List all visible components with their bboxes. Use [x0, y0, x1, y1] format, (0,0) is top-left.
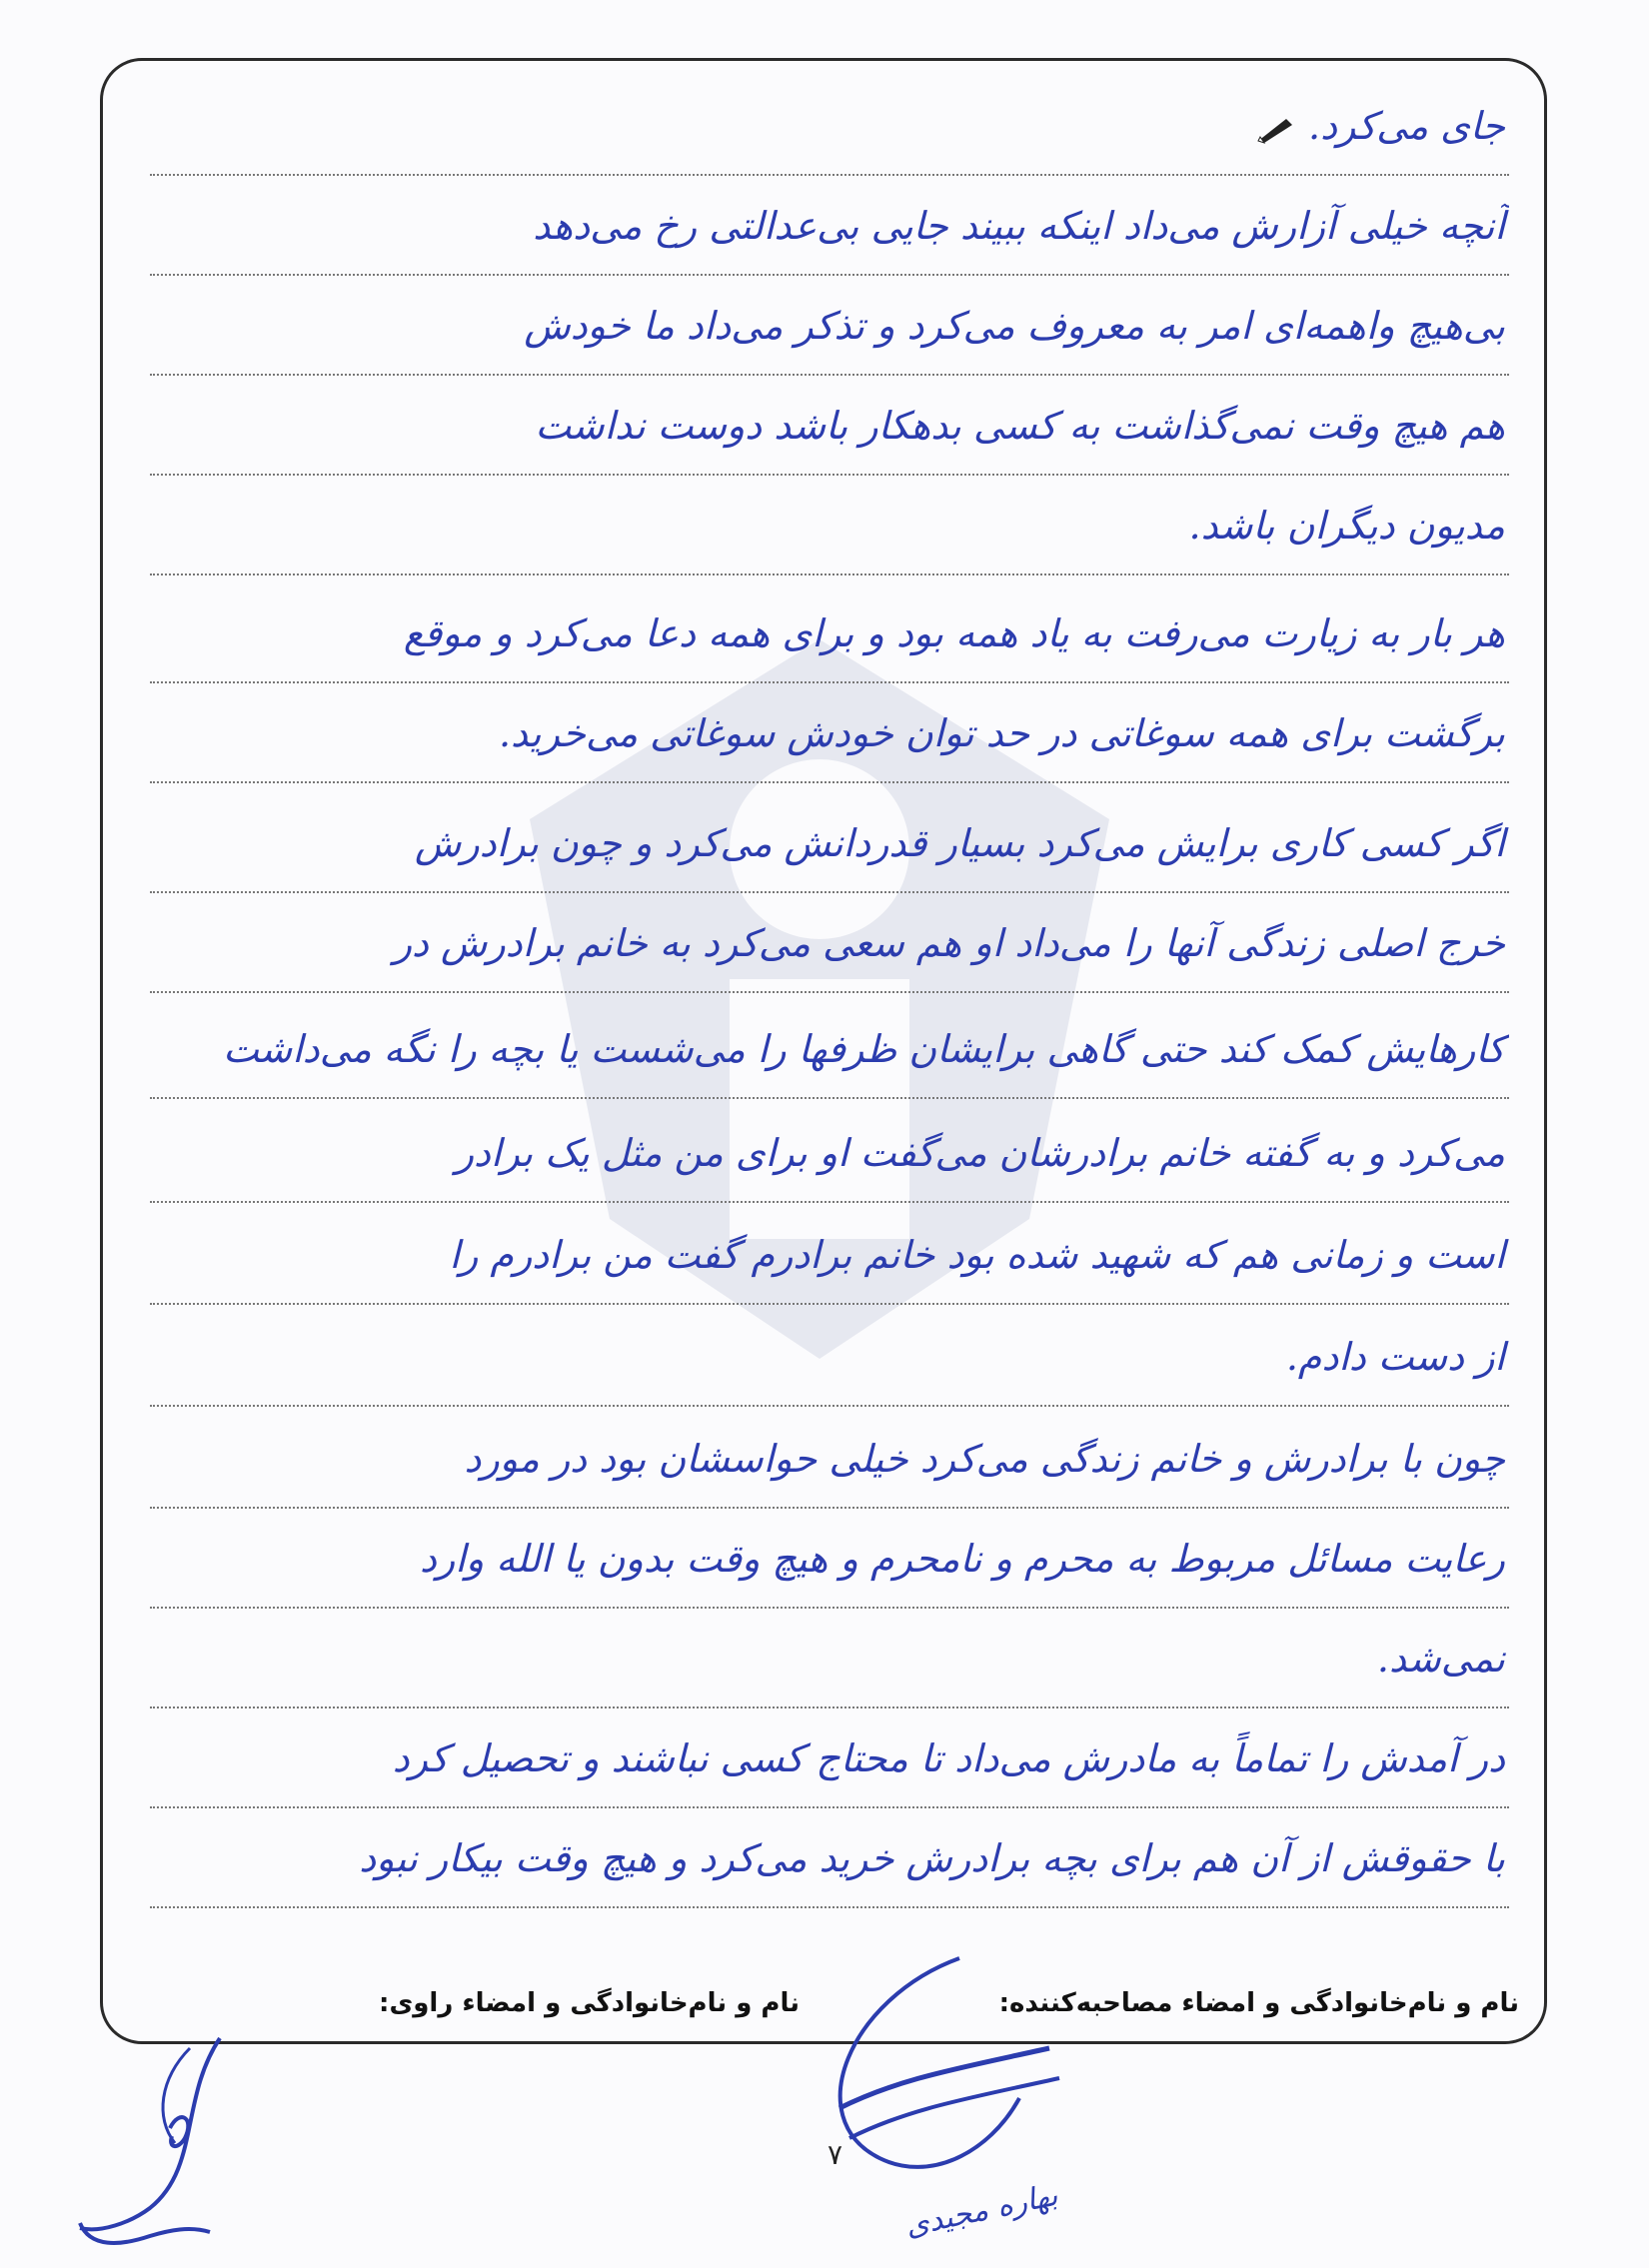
line-text: رعایت مسائل مربوط به محرم و نامحرم و هیچ وقت بدون یا الله وارد: [419, 1537, 1505, 1581]
line-text: هر بار به زیارت می‌رفت به یاد همه بود و برای همه دعا می‌کرد و موقع: [403, 611, 1505, 655]
text-line-1: [150, 96, 1509, 176]
text-line-13: [150, 1327, 1509, 1407]
line-text: آنچه خیلی آزارش می‌داد اینکه ببیند جایی بی‌عدالتی رخ می‌دهد: [533, 204, 1505, 248]
line-text: مدیون دیگران باشد.: [1188, 504, 1505, 548]
line-text: از دست دادم.: [1285, 1335, 1505, 1379]
line-text: می‌کرد و به گفته خانم برادرشان می‌گفت او برای من مثل یک برادر: [455, 1131, 1505, 1175]
text-line-11: [150, 1123, 1509, 1203]
narrator-signature-label: نام و نام‌خانوادگی و امضاء راوی:: [379, 1988, 800, 2018]
text-line-17: [150, 1728, 1509, 1808]
text-line-3: [150, 296, 1509, 376]
line-text: با حقوقش از آن هم برای بچه برادرش خرید می‌کرد و هیچ وقت بیکار نبود: [359, 1836, 1505, 1880]
text-line-8: [150, 813, 1509, 893]
text-line-16: [150, 1629, 1509, 1708]
line-text: بی‌هیچ واهمه‌ای امر به معروف می‌کرد و تذکر می‌داد ما خودش: [524, 304, 1505, 348]
interviewer-signature: [760, 1938, 1099, 2198]
line-text: برگشت برای همه سوغاتی در حد توان خودش سوغاتی می‌خرید.: [498, 711, 1505, 755]
text-line-4: [150, 396, 1509, 476]
text-line-14: [150, 1429, 1509, 1509]
text-line-5: [150, 496, 1509, 575]
line-text: اگر کسی کاری برایش می‌کرد بسیار قدردانش می‌کرد و چون برادرش: [415, 821, 1505, 865]
narrator-signature: [60, 2008, 300, 2258]
signature-name: بهاره مجیدی: [901, 2177, 1061, 2245]
text-line-7: [150, 703, 1509, 783]
text-line-6: [150, 603, 1509, 683]
page-number: ۷: [827, 2138, 843, 2171]
text-line-10: [150, 1019, 1509, 1099]
interviewer-signature-label: نام و نام‌خانوادگی و امضاء مصاحبه‌کننده:: [998, 1988, 1519, 2018]
line-text: هم هیچ وقت نمی‌گذاشت به کسی بدهکار باشد دوست نداشت: [535, 404, 1505, 448]
line-text: است و زمانی هم که شهید شده بود خانم برادرم گفت من برادرم را: [449, 1233, 1505, 1277]
text-line-18: [150, 1828, 1509, 1908]
line-text: چون با برادرش و خانم زندگی می‌کرد خیلی حواسشان بود در مورد: [464, 1437, 1505, 1481]
line-text: در آمدش را تماماً به مادرش می‌داد تا محتاج کسی نباشند و تحصیل کرد: [392, 1736, 1505, 1780]
line-text: نمی‌شد.: [1376, 1637, 1505, 1681]
text-line-15: [150, 1529, 1509, 1609]
line-text: کارهایش کمک کند حتی گاهی برایشان ظرفها را می‌شست یا بچه را نگه می‌داشت: [223, 1027, 1505, 1071]
text-line-2: [150, 196, 1509, 276]
text-line-9: [150, 913, 1509, 993]
line-text: خرج اصلی زندگی آنها را می‌داد او هم سعی می‌کرد به خانم برادرش در: [393, 921, 1505, 965]
text-line-12: [150, 1225, 1509, 1305]
pen-icon: [1256, 115, 1296, 145]
line-text: جای می‌کرد.: [1308, 104, 1505, 148]
